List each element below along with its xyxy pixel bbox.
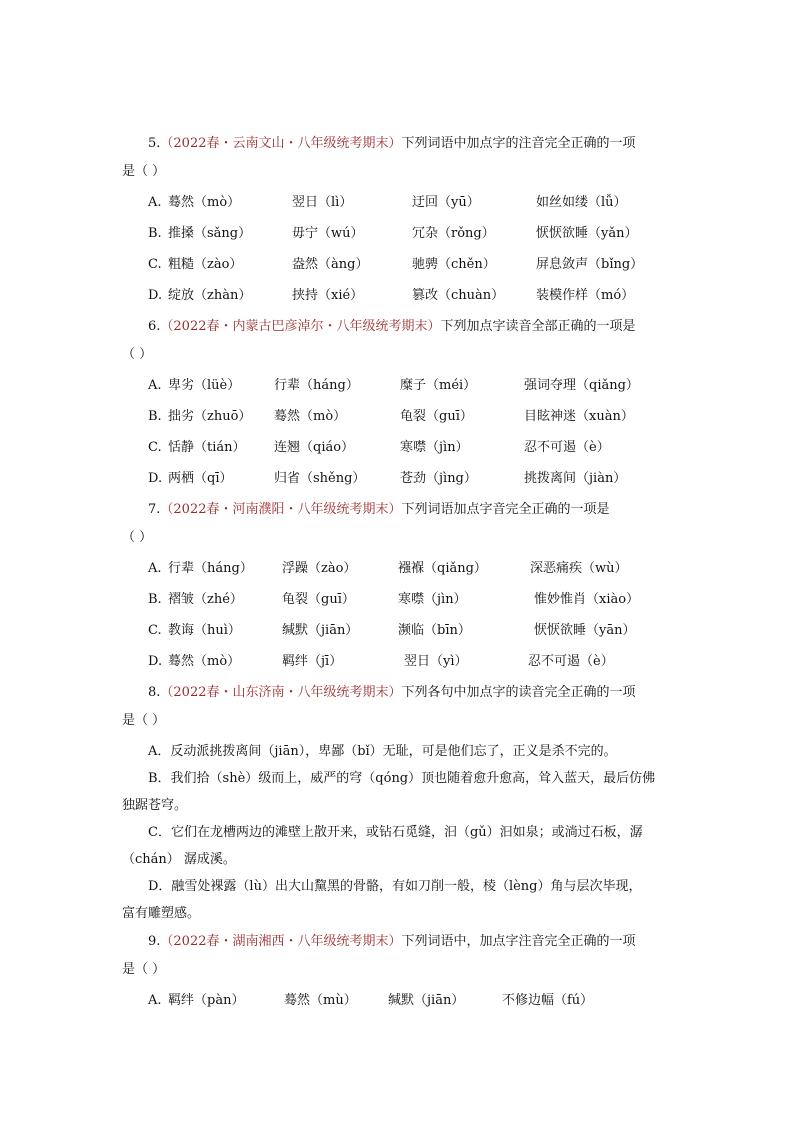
question-source: （2022春・山东济南・八年级统考期末）	[160, 685, 402, 700]
option-item: 教诲（huì）	[168, 623, 241, 638]
option-item: 行辈（háng）	[274, 378, 359, 393]
option-item: 龟裂（guī）	[400, 409, 473, 424]
option-label: C.	[148, 623, 162, 638]
option-label: D.	[148, 288, 163, 303]
question-source: （2022春・云南文山・八年级统考期末）	[160, 136, 402, 151]
question-number: 6.	[148, 319, 161, 334]
option-label: D.	[148, 471, 163, 486]
option-item: 行辈（háng）	[168, 561, 253, 576]
option-label: B.	[148, 592, 162, 607]
option-item: 盎然（àng）	[292, 257, 369, 272]
option-c	[122, 432, 682, 463]
question-stem	[122, 499, 682, 521]
option-item: 屏息敛声（bǐng）	[536, 257, 644, 272]
option-label: D.	[148, 654, 163, 669]
question-text: 下列词语中加点字的注音完全正确的一项	[401, 136, 636, 151]
option-item: 卑劣（lüè）	[168, 378, 241, 393]
option-list	[122, 985, 682, 1016]
question-stem	[122, 316, 682, 338]
option-item: 寒噤（jìn）	[398, 592, 467, 607]
option-item: 襁褓（qiǎng）	[398, 561, 487, 576]
option-item: 缄默（jiān）	[388, 993, 465, 1008]
option-item: 目眩神迷（xuàn）	[524, 409, 634, 424]
option-item: 寒噤（jìn）	[400, 440, 469, 455]
option-c	[122, 249, 682, 280]
question-6	[122, 316, 682, 494]
option-label: C.	[148, 257, 162, 272]
option-item: 两栖（qī）	[168, 471, 233, 486]
option-label: C.	[148, 440, 162, 455]
option-b	[122, 584, 682, 615]
option-item: 浮躁（zào）	[282, 561, 357, 576]
option-c-cont: （chán） 潺成溪。	[122, 852, 236, 867]
option-item: 如丝如缕（lǚ）	[536, 195, 627, 210]
option-item: 挑拨离间（jiàn）	[524, 471, 627, 486]
question-stem	[122, 682, 682, 704]
option-item: 不修边幅（fú）	[502, 993, 594, 1008]
option-item: 恬静（tián）	[168, 440, 246, 455]
option-label: A.	[148, 195, 162, 210]
question-text: 下列词语中，加点字注音完全正确的一项	[401, 934, 636, 949]
question-5	[122, 133, 682, 311]
option-item: 恹恹欲睡（yān）	[534, 623, 636, 638]
option-item: 毋宁（wú）	[292, 226, 364, 241]
option-a	[122, 985, 682, 1016]
option-item: 装模作样（mó）	[536, 288, 635, 303]
option-item: 褶皱（zhé）	[168, 592, 243, 607]
option-item: 蓦然（mù）	[284, 993, 357, 1008]
question-7	[122, 499, 682, 677]
option-label: A.	[148, 561, 162, 576]
option-item: 迂回（yū）	[412, 195, 480, 210]
option-a: A．反动派挑拨离间（jiān），卑鄙（bǐ）无耻，可是他们忘了，正义是杀不完的。	[148, 744, 617, 759]
option-item: 强词夺理（qiǎng）	[524, 378, 639, 393]
question-stem	[122, 931, 682, 953]
option-item: 冗杂（rǒng）	[412, 226, 495, 241]
question-9	[122, 931, 682, 1016]
option-label: B.	[148, 409, 162, 424]
option-list	[122, 187, 682, 311]
option-item: 惟妙惟肖（xiào）	[534, 592, 640, 607]
question-text-cont: （ ）	[122, 530, 153, 545]
option-b-cont: 独踞苍穹。	[122, 798, 188, 813]
option-item: 推搡（sǎng）	[168, 226, 252, 241]
option-c	[122, 615, 682, 646]
question-text-cont: 是（ ）	[122, 164, 166, 179]
option-d	[122, 463, 682, 494]
question-text: 下列词语加点字音完全正确的一项是	[401, 502, 610, 517]
option-item: 缄默（jiān）	[282, 623, 359, 638]
option-item: 苍劲（jìng）	[400, 471, 477, 486]
option-item: 深恶痛疾（wù）	[530, 561, 628, 576]
option-item: 恹恹欲睡（yǎn）	[536, 226, 638, 241]
option-item: 翌日（yì）	[404, 654, 468, 669]
option-item: 拙劣（zhuō）	[168, 409, 252, 424]
option-item: 翌日（lì）	[292, 195, 353, 210]
option-item: 糜子（méi）	[400, 378, 477, 393]
option-item: 挟持（xié）	[292, 288, 364, 303]
option-item: 羁绊（pàn）	[168, 993, 245, 1008]
question-number: 8.	[148, 685, 161, 700]
option-b	[122, 401, 682, 432]
question-text: 下列各句中加点字的读音完全正确的一项	[401, 685, 636, 700]
question-number: 5.	[148, 136, 161, 151]
option-item: 龟裂（guī）	[282, 592, 355, 607]
question-stem	[122, 133, 682, 155]
option-list	[122, 370, 682, 494]
option-item: 蓦然（mò）	[168, 654, 241, 669]
question-text-cont: 是（ ）	[122, 962, 166, 977]
option-list	[122, 553, 682, 677]
option-item: 绽放（zhàn）	[168, 288, 252, 303]
option-d	[122, 280, 682, 311]
option-c: C．它们在龙槽两边的滩壁上散开来，或钻石觅缝，汩（gǔ）汩如泉；或淌过石板，潺	[148, 825, 643, 840]
option-item: 蓦然（mò）	[274, 409, 347, 424]
sentence-list	[122, 738, 682, 927]
question-8	[122, 682, 682, 927]
option-item: 忍不可遏（è）	[528, 654, 614, 669]
option-label: B.	[148, 226, 162, 241]
question-source: （2022春・湖南湘西・八年级统考期末）	[160, 934, 402, 949]
option-item: 濒临（bīn）	[398, 623, 471, 638]
option-b	[122, 218, 682, 249]
question-text-cont: 是（ ）	[122, 713, 166, 728]
question-number: 9.	[148, 934, 161, 949]
option-label: A.	[148, 993, 162, 1008]
option-a	[122, 553, 682, 584]
option-a	[122, 187, 682, 218]
option-d: D．融雪处裸露（lù）出大山黧黑的骨骼，有如刀削一般，棱（lèng）角与层次毕现，	[148, 879, 642, 894]
option-a	[122, 370, 682, 401]
question-source: （2022春・内蒙古巴彦淖尔・八年级统考期末）	[160, 319, 441, 334]
option-b: B．我们拾（shè）级而上，威严的穹（qóng）顶也随着愈升愈高，耸入蓝天，最后仿佛	[148, 771, 656, 786]
option-item: 忍不可遏（è）	[524, 440, 610, 455]
option-item: 羁绊（jī）	[282, 654, 343, 669]
option-label: A.	[148, 378, 162, 393]
question-text: 下列加点字读音全部正确的一项是	[440, 319, 636, 334]
option-item: 蓦然（mò）	[168, 195, 241, 210]
question-number: 7.	[148, 502, 161, 517]
option-d-cont: 富有雕塑感。	[122, 906, 201, 921]
option-item: 归省（shěng）	[274, 471, 366, 486]
question-text-cont: （ ）	[122, 347, 153, 362]
question-source: （2022春・河南濮阳・八年级统考期末）	[160, 502, 402, 517]
option-item: 驰骋（chěn）	[412, 257, 496, 272]
option-item: 连翘（qiáo）	[274, 440, 355, 455]
option-d	[122, 646, 682, 677]
option-item: 粗糙（zào）	[168, 257, 243, 272]
option-item: 篡改（chuàn）	[412, 288, 505, 303]
